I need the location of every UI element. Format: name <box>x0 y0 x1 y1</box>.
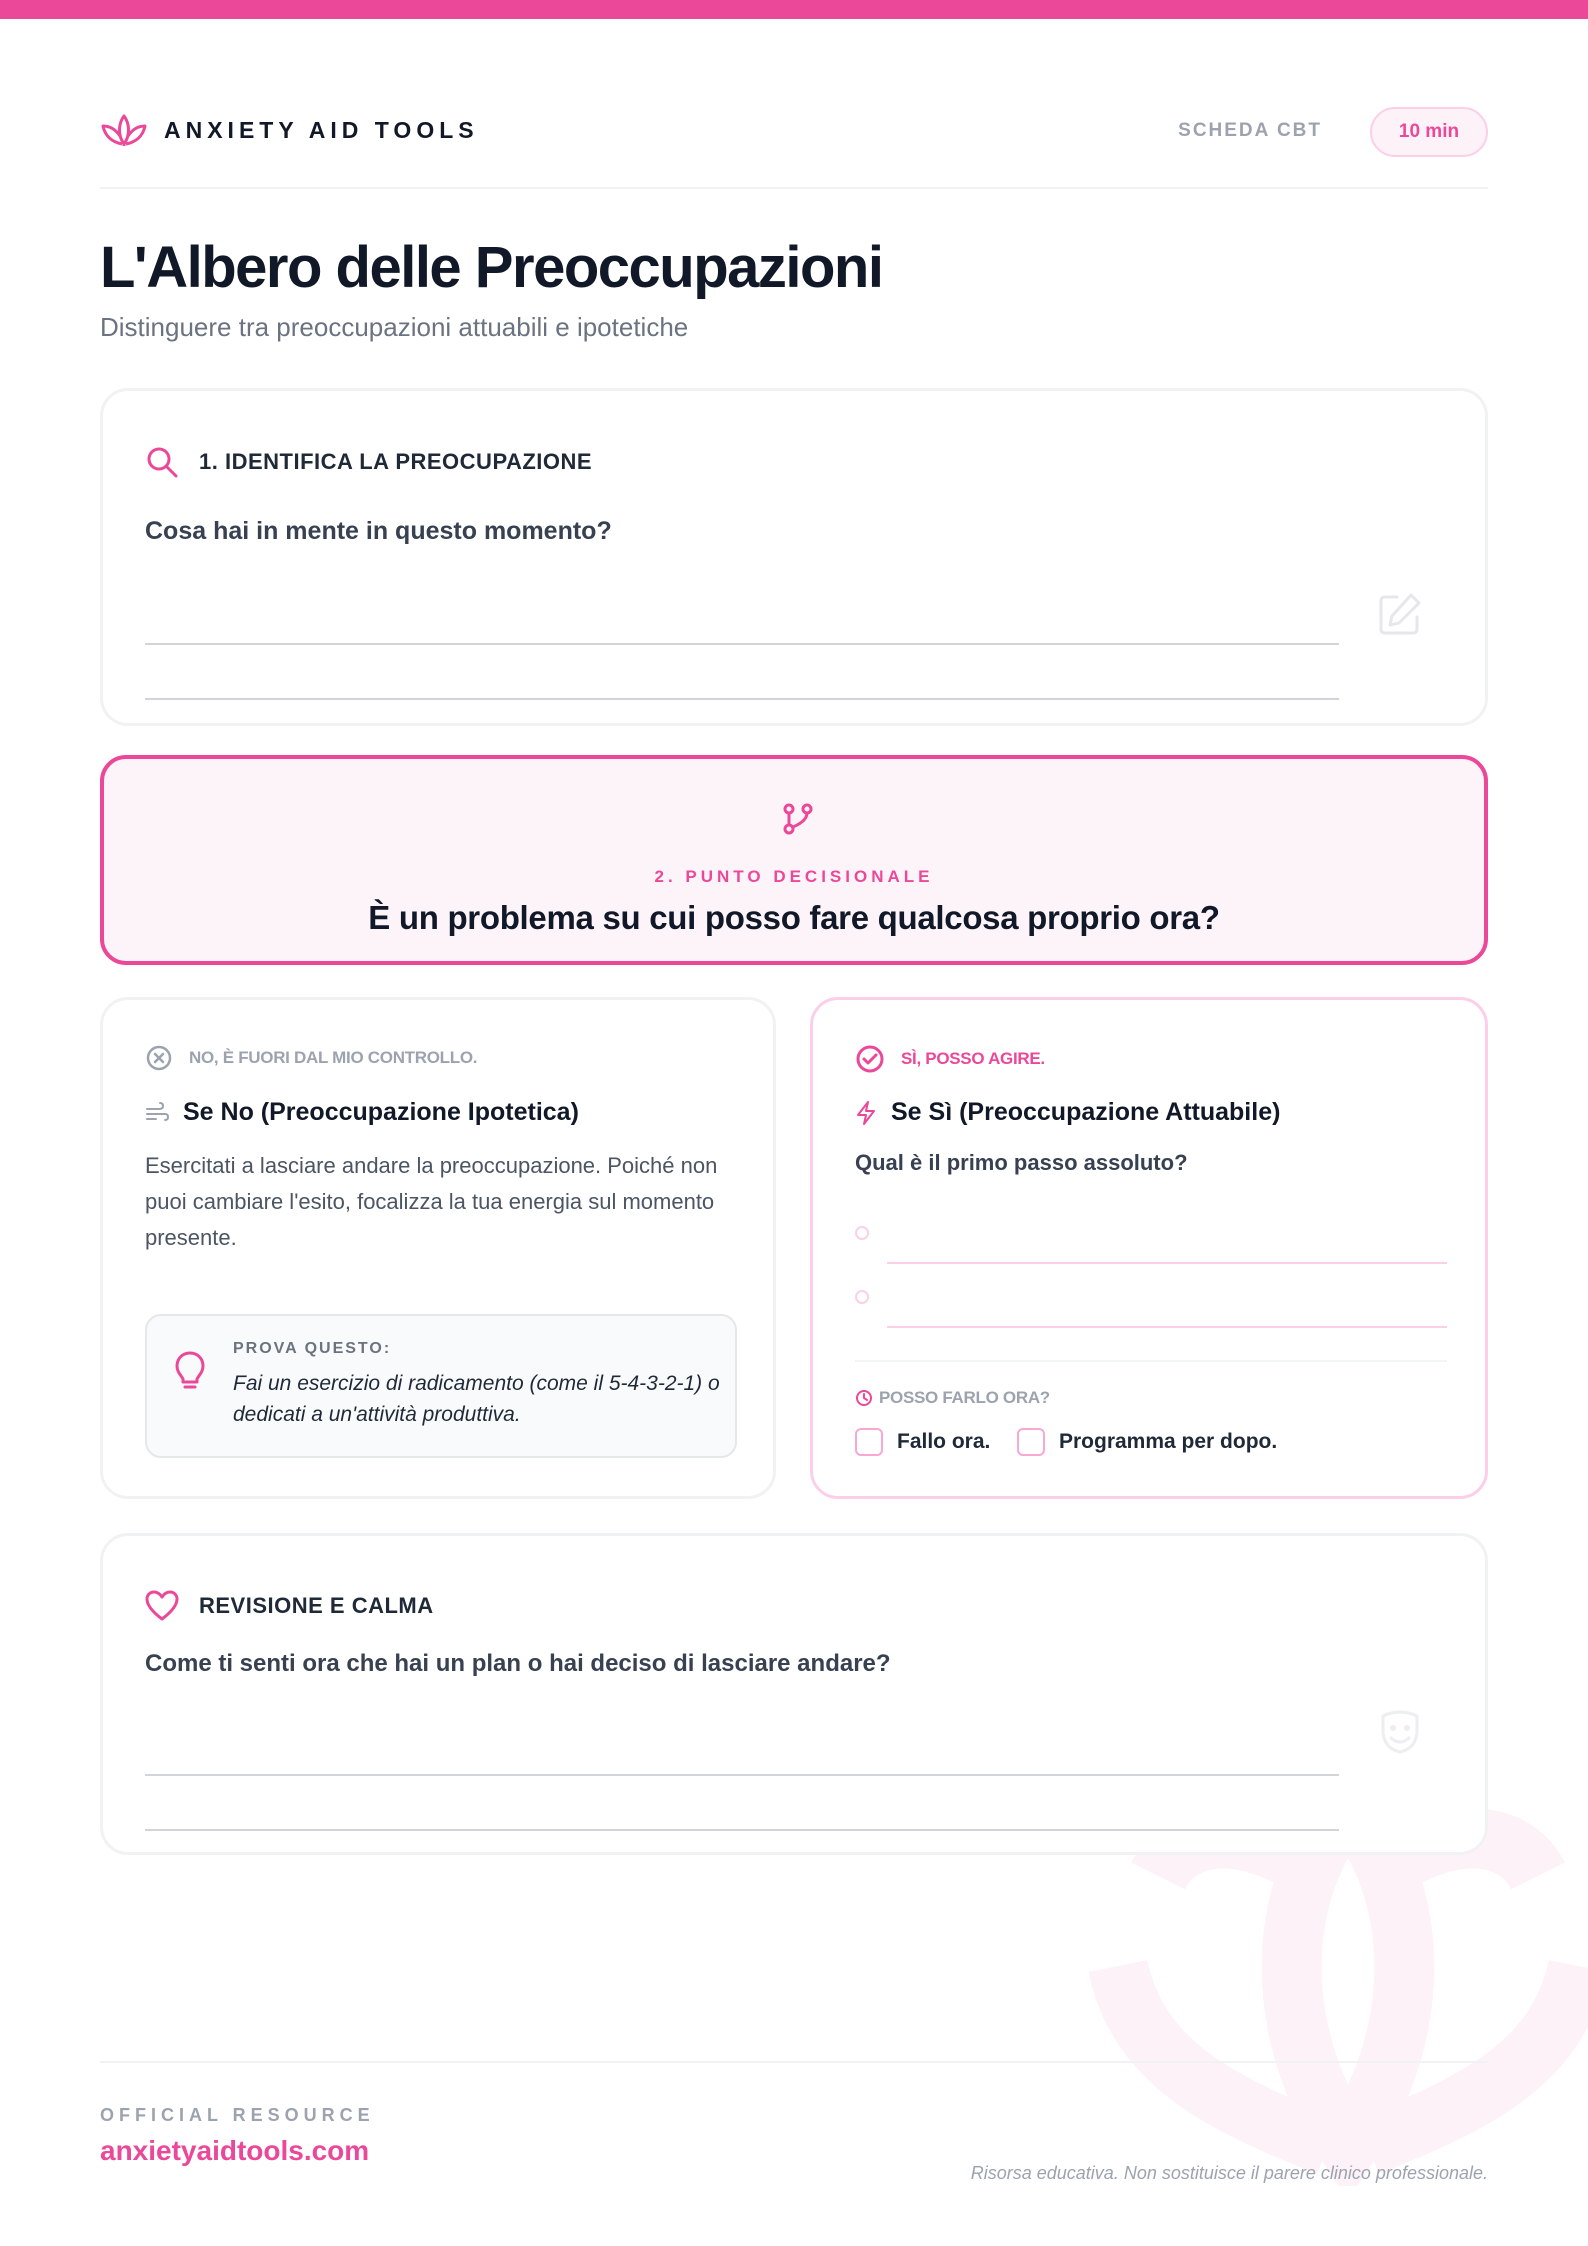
answer-line[interactable] <box>145 643 1339 645</box>
checkbox[interactable] <box>1017 1428 1045 1456</box>
no-branch-card <box>100 997 776 1499</box>
x-circle-icon <box>145 1044 173 1072</box>
step-bullet <box>855 1226 869 1240</box>
first-step-question: Qual è il primo passo assoluto? <box>855 1150 1188 1175</box>
review-header <box>145 1590 434 1622</box>
now-kicker <box>855 1388 1050 1408</box>
theater-masks-icon <box>1375 1706 1425 1756</box>
now-kicker-label: POSSO FARLO ORA? <box>879 1388 1050 1407</box>
duration-badge: 10 min <box>1370 107 1488 157</box>
no-kicker-label: NO, È FUORI DAL MIO CONTROLLO. <box>189 1048 478 1067</box>
identify-card <box>100 388 1488 726</box>
step-line[interactable] <box>887 1326 1447 1328</box>
yes-kicker <box>855 1044 1045 1074</box>
option-schedule-later[interactable] <box>1017 1428 1277 1456</box>
footer-disclaimer: Risorsa educativa. Non sostituisce il parere clinico professionale. <box>970 2163 1488 2183</box>
header <box>100 109 1488 189</box>
yes-branch-title-label: Se Sì (Preoccupazione Attuabile) <box>891 1098 1281 1126</box>
try-kicker: PROVA QUESTO: <box>233 1340 392 1357</box>
check-circle-icon <box>855 1044 885 1074</box>
option-do-now[interactable] <box>855 1428 990 1456</box>
brand-name: ANXIETY AID TOOLS <box>164 116 479 143</box>
yes-kicker-label: SÌ, POSSO AGIRE. <box>901 1049 1045 1068</box>
identify-question: Cosa hai in mente in questo momento? <box>145 517 612 545</box>
footer <box>100 2061 1488 2183</box>
wind-icon <box>145 1102 169 1124</box>
yes-branch-title <box>855 1098 1280 1127</box>
option-label: Programma per dopo. <box>1059 1430 1278 1453</box>
lightbulb-icon <box>173 1350 207 1392</box>
page-subtitle: Distinguere tra preoccupazioni attuabili e ipotetiche <box>100 312 689 342</box>
lotus-icon <box>100 112 148 148</box>
divider <box>855 1360 1447 1362</box>
identify-title: 1. IDENTIFICA LA PREOCUPAZIONE <box>199 449 593 474</box>
edit-icon <box>1375 589 1425 639</box>
checkbox[interactable] <box>855 1428 883 1456</box>
page-title: L'Albero delle Preoccupazioni <box>100 235 883 300</box>
option-label: Fallo ora. <box>897 1430 991 1453</box>
review-title: REVISIONE E CALMA <box>199 1593 434 1618</box>
decision-question: È un problema su cui posso fare qualcosa proprio ora? <box>368 899 1220 936</box>
worksheet-type: SCHEDA CBT <box>1178 120 1322 141</box>
top-accent-bar <box>0 0 1588 19</box>
brand <box>100 89 479 171</box>
footer-kicker: OFFICIAL RESOURCE <box>100 2105 375 2125</box>
search-icon <box>145 445 179 479</box>
heart-icon <box>145 1590 179 1622</box>
step-line[interactable] <box>887 1262 1447 1264</box>
answer-line[interactable] <box>145 1829 1339 1831</box>
try-this-box <box>145 1314 737 1458</box>
lightning-icon <box>855 1100 877 1126</box>
identify-header <box>145 445 592 479</box>
footer-url[interactable]: anxietyaidtools.com <box>100 2135 370 2166</box>
review-question: Come ti senti ora che hai un plan o hai deciso di lasciare andare? <box>145 1650 891 1677</box>
no-branch-body: Esercitati a lasciare andare la preoccupazione. Poiché non puoi cambiare l'esito, focalizza la tua energia sul momento presente. <box>145 1153 718 1250</box>
yes-branch-card <box>810 997 1488 1499</box>
answer-line[interactable] <box>145 698 1339 700</box>
no-kicker <box>145 1044 477 1072</box>
decision-point <box>100 755 1488 965</box>
decision-kicker: 2. PUNTO DECISIONALE <box>654 867 934 886</box>
no-branch-title-label: Se No (Preoccupazione Ipotetica) <box>183 1098 579 1126</box>
no-branch-title <box>145 1098 579 1127</box>
try-text: Fai un esercizio di radicamento (come il 5-4-3-2-1) o dedicati a un'attività produttiva. <box>233 1372 720 1426</box>
review-card <box>100 1533 1488 1855</box>
clock-icon <box>855 1389 873 1407</box>
branch-icon <box>780 801 816 837</box>
answer-line[interactable] <box>145 1774 1339 1776</box>
step-bullet <box>855 1290 869 1304</box>
